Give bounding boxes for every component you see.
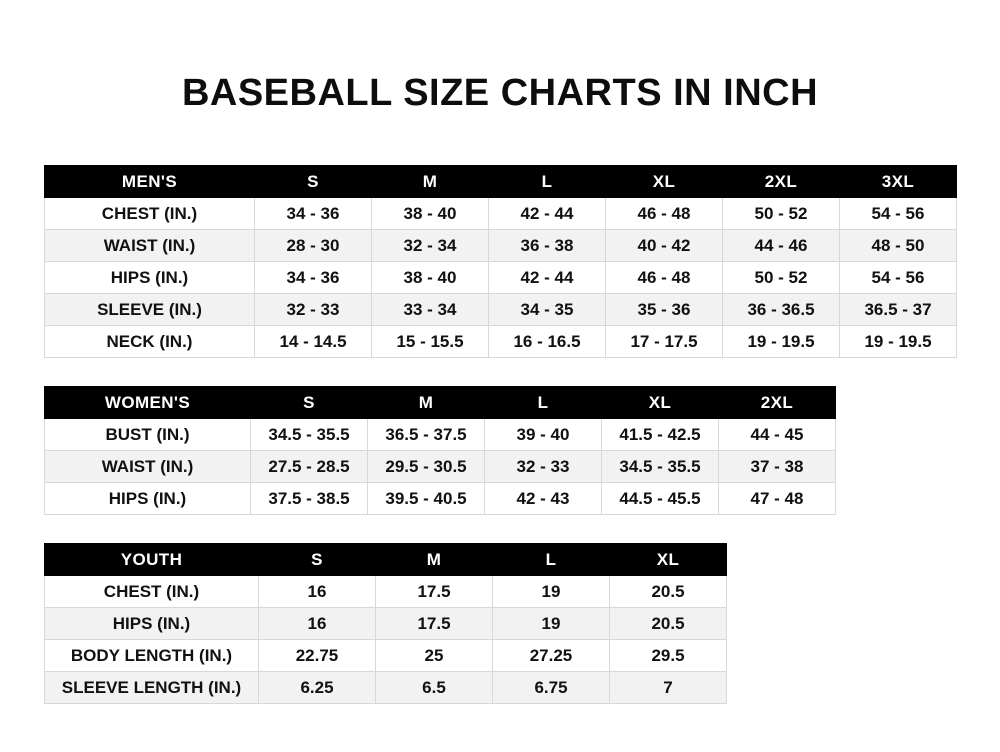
column-header: YOUTH — [45, 544, 259, 576]
table-row — [45, 262, 957, 294]
row-label: HIPS (IN.) — [45, 483, 251, 515]
column-header: WOMEN'S — [45, 387, 251, 419]
row-label: NECK (IN.) — [45, 326, 255, 358]
table-cell: 39 - 40 — [485, 419, 602, 451]
table-row — [45, 198, 957, 230]
table-cell: 34.5 - 35.5 — [602, 451, 719, 483]
table-cell: 37 - 38 — [719, 451, 836, 483]
table-cell: 34 - 36 — [255, 262, 372, 294]
table-cell: 20.5 — [610, 608, 727, 640]
table-row — [45, 451, 836, 483]
table-cell: 22.75 — [259, 640, 376, 672]
table-cell: 6.25 — [259, 672, 376, 704]
row-label: SLEEVE LENGTH (IN.) — [45, 672, 259, 704]
table-cell: 36 - 38 — [489, 230, 606, 262]
table-row — [45, 326, 957, 358]
charts-container — [0, 165, 1000, 704]
table-row — [45, 230, 957, 262]
column-header: MEN'S — [45, 166, 255, 198]
table-cell: 19 - 19.5 — [723, 326, 840, 358]
womens-table-body — [45, 419, 836, 515]
table-cell: 32 - 33 — [255, 294, 372, 326]
column-header: M — [372, 166, 489, 198]
column-header: XL — [602, 387, 719, 419]
table-cell: 17 - 17.5 — [606, 326, 723, 358]
row-label: BUST (IN.) — [45, 419, 251, 451]
table-cell: 42 - 43 — [485, 483, 602, 515]
row-label: HIPS (IN.) — [45, 608, 259, 640]
table-header-row — [45, 166, 957, 198]
table-cell: 38 - 40 — [372, 198, 489, 230]
table-cell: 20.5 — [610, 576, 727, 608]
mens-table-header — [45, 166, 957, 198]
table-cell: 42 - 44 — [489, 198, 606, 230]
table-cell: 34 - 35 — [489, 294, 606, 326]
row-label: SLEEVE (IN.) — [45, 294, 255, 326]
table-row — [45, 672, 727, 704]
table-row — [45, 608, 727, 640]
column-header: 3XL — [840, 166, 957, 198]
table-row — [45, 483, 836, 515]
table-cell: 38 - 40 — [372, 262, 489, 294]
table-cell: 16 — [259, 576, 376, 608]
table-cell: 17.5 — [376, 576, 493, 608]
table-cell: 27.25 — [493, 640, 610, 672]
table-header-row — [45, 387, 836, 419]
youth-size-table — [44, 543, 727, 704]
table-cell: 29.5 - 30.5 — [368, 451, 485, 483]
table-row — [45, 576, 727, 608]
table-cell: 50 - 52 — [723, 198, 840, 230]
column-header: S — [259, 544, 376, 576]
table-cell: 42 - 44 — [489, 262, 606, 294]
table-cell: 44.5 - 45.5 — [602, 483, 719, 515]
column-header: L — [493, 544, 610, 576]
table-cell: 19 - 19.5 — [840, 326, 957, 358]
column-header: S — [251, 387, 368, 419]
table-cell: 28 - 30 — [255, 230, 372, 262]
table-cell: 54 - 56 — [840, 198, 957, 230]
womens-table-header — [45, 387, 836, 419]
table-cell: 36.5 - 37.5 — [368, 419, 485, 451]
table-cell: 16 — [259, 608, 376, 640]
table-cell: 37.5 - 38.5 — [251, 483, 368, 515]
table-cell: 35 - 36 — [606, 294, 723, 326]
table-row — [45, 419, 836, 451]
table-cell: 7 — [610, 672, 727, 704]
table-cell: 47 - 48 — [719, 483, 836, 515]
table-cell: 15 - 15.5 — [372, 326, 489, 358]
row-label: CHEST (IN.) — [45, 576, 259, 608]
column-header: L — [485, 387, 602, 419]
table-cell: 32 - 34 — [372, 230, 489, 262]
table-cell: 50 - 52 — [723, 262, 840, 294]
youth-table-body — [45, 576, 727, 704]
table-cell: 6.5 — [376, 672, 493, 704]
youth-table-header — [45, 544, 727, 576]
column-header: XL — [606, 166, 723, 198]
page-title: BASEBALL SIZE CHARTS IN INCH — [181, 72, 819, 114]
table-cell: 39.5 - 40.5 — [368, 483, 485, 515]
column-header: S — [255, 166, 372, 198]
table-cell: 44 - 45 — [719, 419, 836, 451]
table-cell: 36 - 36.5 — [723, 294, 840, 326]
table-cell: 25 — [376, 640, 493, 672]
table-cell: 6.75 — [493, 672, 610, 704]
table-cell: 27.5 - 28.5 — [251, 451, 368, 483]
column-header: 2XL — [723, 166, 840, 198]
table-cell: 17.5 — [376, 608, 493, 640]
table-cell: 19 — [493, 576, 610, 608]
table-cell: 40 - 42 — [606, 230, 723, 262]
mens-size-table — [44, 165, 957, 358]
table-cell: 34 - 36 — [255, 198, 372, 230]
table-cell: 19 — [493, 608, 610, 640]
table-cell: 54 - 56 — [840, 262, 957, 294]
table-row — [45, 640, 727, 672]
table-cell: 29.5 — [610, 640, 727, 672]
column-header: M — [376, 544, 493, 576]
mens-table-body — [45, 198, 957, 358]
table-cell: 44 - 46 — [723, 230, 840, 262]
womens-size-table — [44, 386, 836, 515]
table-cell: 32 - 33 — [485, 451, 602, 483]
row-label: CHEST (IN.) — [45, 198, 255, 230]
table-cell: 14 - 14.5 — [255, 326, 372, 358]
table-cell: 36.5 - 37 — [840, 294, 957, 326]
row-label: WAIST (IN.) — [45, 230, 255, 262]
column-header: L — [489, 166, 606, 198]
table-cell: 16 - 16.5 — [489, 326, 606, 358]
row-label: HIPS (IN.) — [45, 262, 255, 294]
column-header: M — [368, 387, 485, 419]
table-cell: 33 - 34 — [372, 294, 489, 326]
table-header-row — [45, 544, 727, 576]
column-header: 2XL — [719, 387, 836, 419]
table-cell: 41.5 - 42.5 — [602, 419, 719, 451]
table-cell: 34.5 - 35.5 — [251, 419, 368, 451]
row-label: WAIST (IN.) — [45, 451, 251, 483]
table-cell: 48 - 50 — [840, 230, 957, 262]
row-label: BODY LENGTH (IN.) — [45, 640, 259, 672]
table-row — [45, 294, 957, 326]
table-cell: 46 - 48 — [606, 262, 723, 294]
column-header: XL — [610, 544, 727, 576]
table-cell: 46 - 48 — [606, 198, 723, 230]
